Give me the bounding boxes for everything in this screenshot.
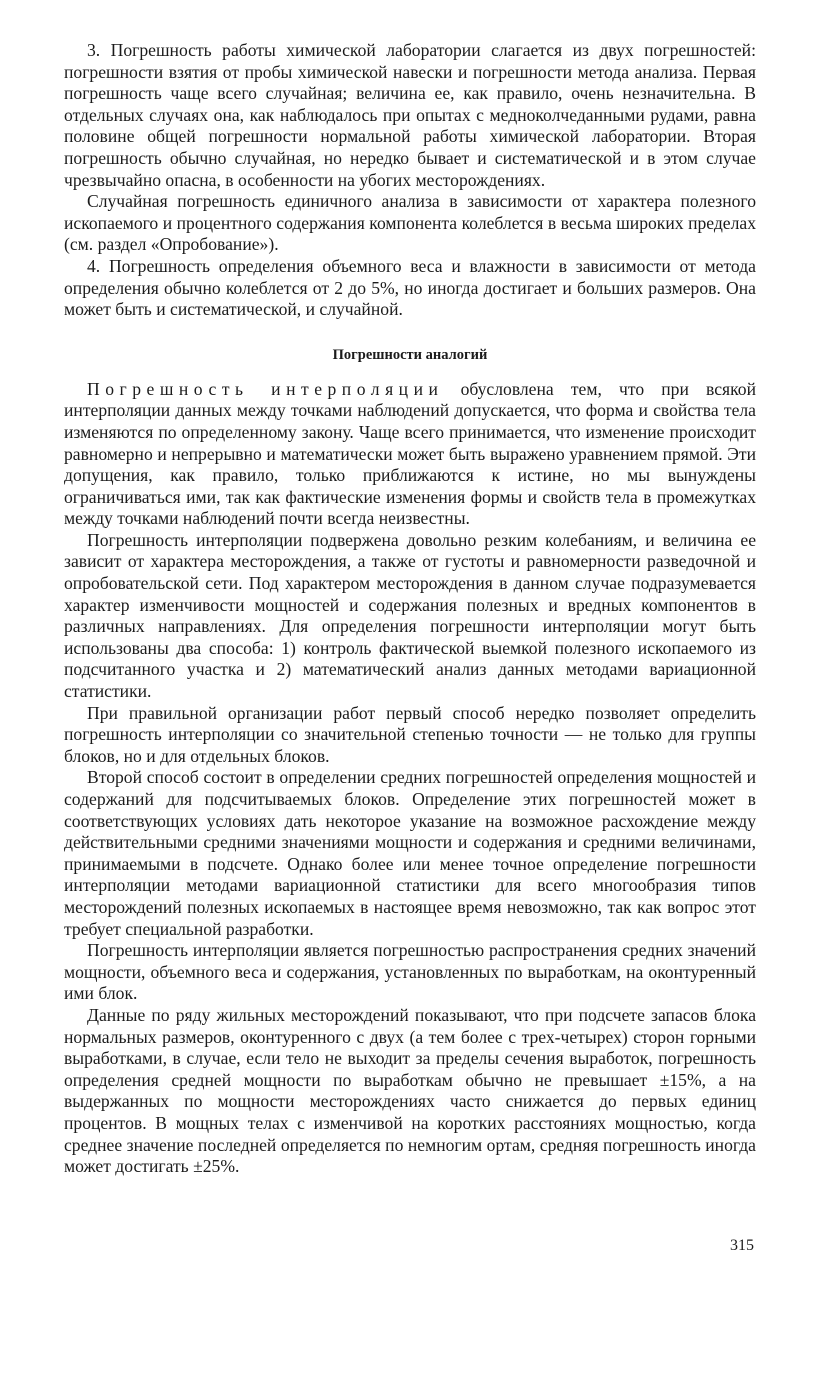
paragraph-second-method: Второй способ состоит в определении средних погрешностей определения мощностей и содержаний для подсчитываемых блоков. Определение этих погрешностей может в соответствующих условиях дать некоторое указание на возможное расхождение между действительными средними значениями мощности и содержания и средними величинами, принимаемыми в подсчете. Однако более или менее точное определение погрешности интерполяции методами вариационной статистики для всего многообразия типов месторождений полезных ископаемых в настоящее время невозможно, так как вопрос этот требует специальной разработки. <box>64 767 756 939</box>
value-25-percent: ±25% <box>193 1156 235 1177</box>
value-15-percent: ±15% <box>659 1069 702 1090</box>
vein-text-part-1: Данные по ряду жильных месторождений показывают, что при подсчете запасов блока нормальных размеров, оконтуренного с двух (а тем более с трех-четырех) сторон горными выработками, в случае, если тело не выходит за пределы сечения выработок, погрешность определения средней мощности по выработкам обычно не превышает <box>64 1004 756 1090</box>
page-number: 315 <box>730 1237 754 1254</box>
vein-text-part-3: . <box>235 1156 240 1177</box>
paragraph-variation: Погрешность интерполяции подвержена довольно резким колебаниям, и величина ее зависит от характера месторождения, а также от густоты и равномерности разведочной и опробовательской сети. Под характером месторождения в данном случае подразумевается характер изменчивости мощностей и содержания полезных и вредных компонентов в различных направлениях. Для определения погрешности интерполяции могут быть использованы два способа: 1) контроль фактической выемкой полезного ископаемого из подсчитанного участка и 2) математический анализ данных методами вариационной статистики. <box>64 529 756 702</box>
paragraph-lab-error: 3. Погрешность работы химической лаборатории слагается из двух погрешностей: погрешности взятия от пробы химической навески и погрешности метода анализа. Первая погрешность чаще всего случайная; величина ее, как правило, очень незначительна. В отдельных случаях она, как наблюдалось при опытах с медноколчеданными рудами, равна половине общей погрешности нормальной работы химической лаборатории. Вторая погрешность обычно случайная, но нередко бывает и систематической и в этом случае чрезвычайно опасна, в особенности на убогих месторождениях. <box>64 40 756 190</box>
page-body <box>64 40 756 1178</box>
interpolation-term: Погрешность интерполяции <box>87 378 444 399</box>
paragraph-vein-deposits <box>64 1005 756 1178</box>
paragraph-first-method: При правильной организации работ первый способ нередко позволяет определить погрешность интерполяции со значительной степенью точности — не только для группы блоков, но и для отдельных блоков. <box>64 702 756 766</box>
paragraph-volume-weight: 4. Погрешность определения объемного веса и влажности в зависимости от метода определения обычно колеблется от 2 до 5%, но иногда достигает и больших размеров. Она может быть и систематической, и случайной. <box>64 255 756 320</box>
section-title: Погрешности аналогий <box>332 346 488 363</box>
paragraph-single-analysis: Случайная погрешность единичного анализа в зависимости от характера полезного ископаемого и процентного содержания компонента колеблется в весьма широких пределах (см. раздел «Опробование»). <box>64 191 756 255</box>
paragraph-interpolation <box>64 379 756 530</box>
vein-text-part-2: , а на выдержанных по мощности месторождениях часто снижается до первых единиц процентов. В мощных телах с изменчивой на коротких расстояниях мощностью, когда среднее значение последней определяется по немногим ортам, средняя погрешность иногда может достигать <box>64 1069 756 1177</box>
interpolation-text: обусловлена тем, что при всякой интерполяции данных между точками наблюдений допускается, что форма и свойства тела изменяются по определенному закону. Чаще всего принимается, что изменение происходит равномерно и непрерывно и математически может быть выражено уравнением прямой. Эти допущения, как правило, только приближаются к истине, но мы вынуждены ограничиваться ими, так как фактические изменения формы и свойств тела в промежутках между точками наблюдений почти всегда неизвестны. <box>64 378 757 529</box>
paragraph-extension: Погрешность интерполяции является погрешностью распространения средних значений мощности, объемного веса и содержания, установленных по выработкам, на оконтуренный ими блок. <box>64 940 756 1004</box>
